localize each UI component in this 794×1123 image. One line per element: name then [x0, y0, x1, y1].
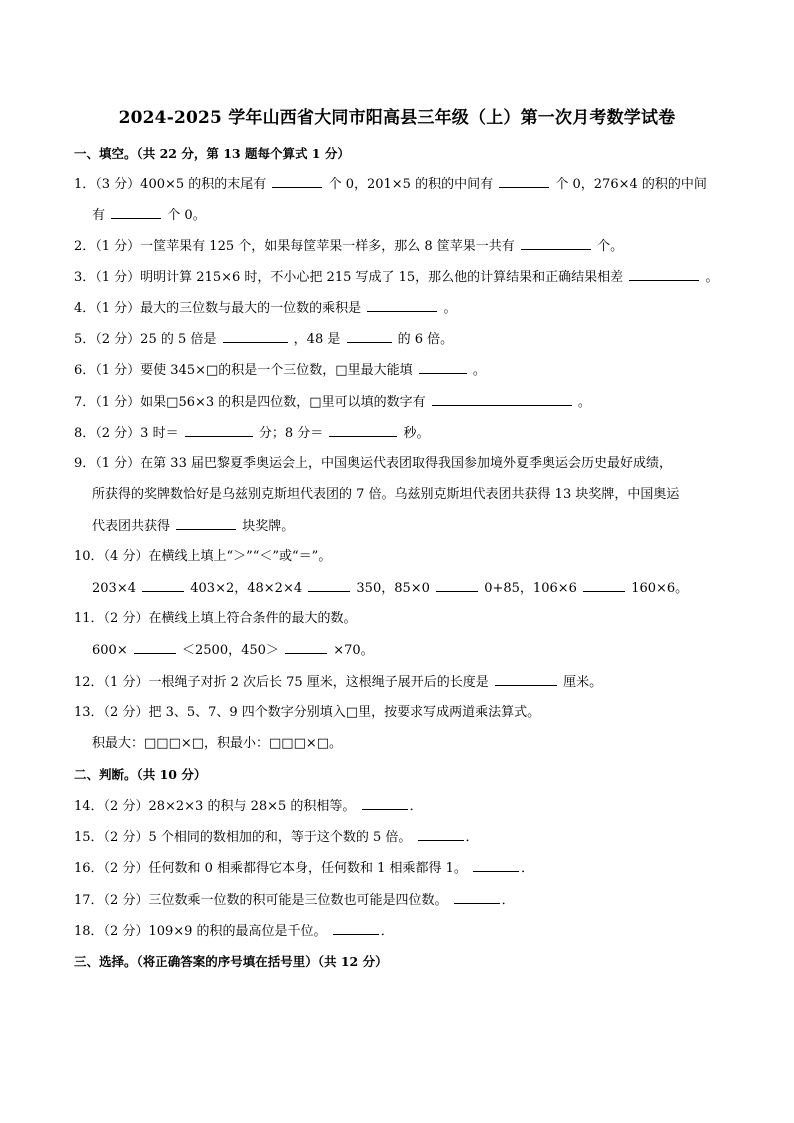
question-text: 个 0，201×5 的积的中间有 — [328, 177, 494, 192]
question-10 — [74, 548, 331, 566]
question-text: 14．（2 分）28×2×3 的积与 28×5 的积相等。 — [74, 799, 356, 814]
section-heading-judge: 二、判断。（共 10 分） — [74, 767, 207, 782]
question-1-line-1 — [74, 175, 707, 194]
question-text: 秒。 — [403, 426, 430, 441]
answer-blank[interactable] — [347, 330, 392, 343]
question-text: ． — [521, 861, 535, 876]
question-text: 3．（1 分）明明计算 215×6 时，不小心把 215 写成了 15，那么他的计算结果和正确结果相差 — [74, 270, 624, 285]
question-text: 厘米。 — [563, 675, 603, 690]
question-text: 12．（1 分）一根绳子对折 2 次后长 75 厘米，这根绳子展开后的长度是 — [74, 675, 489, 690]
question-text: 6．（1 分）要使 345×□的积是一个三位数，□里最大能填 — [74, 363, 413, 378]
question-text: ． — [465, 830, 479, 845]
question-text: ． — [409, 799, 423, 814]
answer-blank[interactable] — [176, 517, 236, 530]
answer-blank[interactable] — [419, 361, 467, 374]
question-text: 16．（2 分）任何数和 0 相乘都得它本身，任何数和 1 相乘都得 1。 — [74, 861, 467, 876]
question-text: 的 6 倍。 — [397, 332, 454, 347]
question-text: 。 — [443, 301, 457, 316]
answer-blank[interactable] — [333, 922, 379, 935]
question-9-line-1 — [74, 455, 672, 473]
question-text: 。 — [705, 270, 719, 285]
question-text: 13．（2 分）把 3、5、7、9 四个数字分别填入□里，按要求写成两道乘法算式。 — [74, 705, 541, 720]
question-text: 1．（3 分）400×5 的积的末尾有 — [74, 177, 267, 192]
question-11 — [74, 610, 356, 628]
question-text: 分；8 分＝ — [258, 426, 324, 441]
question-text: 10．（4 分）在横线上填上“＞”“＜”或“＝”。 — [74, 549, 332, 564]
question-11-items — [92, 641, 374, 660]
question-text: 个 0。 — [167, 208, 206, 223]
section-heading-fill-in: 一、填空。（共 22 分，第 13 题每个算式 1 分） — [74, 146, 350, 161]
question-text: 。 — [577, 395, 591, 410]
question-1-line-2 — [92, 206, 206, 225]
answer-blank[interactable] — [499, 175, 549, 188]
answer-blank[interactable] — [629, 268, 699, 281]
question-text: 个 0，276×4 的积的中间 — [555, 177, 707, 192]
question-4 — [74, 299, 456, 318]
answer-blank[interactable] — [473, 859, 519, 872]
section-heading-choice: 三、选择。（将正确答案的序号填在括号里）（共 12 分） — [74, 954, 388, 969]
answer-blank[interactable] — [454, 891, 500, 904]
answer-blank[interactable] — [134, 641, 176, 654]
question-text: ，48 是 — [293, 332, 341, 347]
question-13 — [74, 704, 540, 722]
answer-blank[interactable] — [362, 797, 408, 810]
answer-blank[interactable] — [223, 330, 288, 343]
question-text: 4．（1 分）最大的三位数与最大的一位数的乘积是 — [74, 301, 362, 316]
question-text: 600× — [92, 643, 128, 658]
question-6 — [74, 361, 486, 380]
question-text: 0+85，106×6 — [484, 581, 577, 596]
question-2 — [74, 237, 623, 256]
question-5 — [74, 330, 453, 349]
question-text: 代表团共获得 — [92, 519, 171, 534]
question-text: 17．（2 分）三位数乘一位数的积可能是三位数也可能是四位数。 — [74, 893, 448, 908]
question-9-line-2 — [92, 486, 679, 504]
question-18 — [74, 922, 394, 941]
answer-blank[interactable] — [495, 673, 557, 686]
question-text: 个。 — [597, 239, 624, 254]
question-text: 8．（2 分）3 时＝ — [74, 426, 179, 441]
answer-blank[interactable] — [436, 579, 478, 592]
question-3 — [74, 268, 718, 287]
question-text: 积最大：□□□×□，积最小：□□□×□。 — [92, 736, 343, 751]
answer-blank[interactable] — [272, 175, 322, 188]
answer-blank[interactable] — [418, 828, 464, 841]
question-text: 18．（2 分）109×9 的积的最高位是千位。 — [74, 924, 327, 939]
question-8 — [74, 424, 430, 443]
question-10-items — [92, 579, 688, 598]
answer-blank[interactable] — [583, 579, 625, 592]
question-text: 7．（1 分）如果□56×3 的积是四位数，□里可以填的数字有 — [74, 395, 426, 410]
question-text: 11．（2 分）在横线上填上符合条件的最大的数。 — [74, 611, 357, 626]
question-text: 5．（2 分）25 的 5 倍是 — [74, 332, 217, 347]
question-text: ． — [380, 924, 394, 939]
question-text: 15．（2 分）5 个相同的数相加的和，等于这个数的 5 倍。 — [74, 830, 412, 845]
answer-blank[interactable] — [111, 206, 161, 219]
answer-blank[interactable] — [432, 393, 572, 406]
question-text: 。 — [472, 363, 486, 378]
question-text: 所获得的奖牌数恰好是乌兹别克斯坦代表团的 7 倍。乌兹别克斯坦代表团共获得 13 块奖牌，中国奥运 — [92, 487, 680, 502]
answer-blank[interactable] — [521, 237, 591, 250]
question-text: 有 — [92, 208, 106, 223]
answer-blank[interactable] — [308, 579, 350, 592]
question-14 — [74, 797, 423, 816]
question-16 — [74, 859, 534, 878]
question-12 — [74, 673, 602, 692]
question-text: 块奖牌。 — [242, 519, 295, 534]
question-text: ． — [501, 893, 515, 908]
question-text: 403×2，48×2×4 — [190, 581, 303, 596]
question-text: 350，85×0 — [356, 581, 430, 596]
answer-blank[interactable] — [285, 641, 327, 654]
page-title: 2024-2025 学年山西省大同市阳高县三年级（上）第一次月考数学试卷 — [118, 108, 676, 128]
question-text: 160×6。 — [631, 581, 689, 596]
answer-blank[interactable] — [329, 424, 397, 437]
answer-blank[interactable] — [142, 579, 184, 592]
answer-blank[interactable] — [185, 424, 253, 437]
question-17 — [74, 891, 515, 910]
question-9-line-3 — [92, 517, 294, 536]
question-7 — [74, 393, 591, 412]
question-text: 203×4 — [92, 581, 136, 596]
question-text: ＜2500，450＞ — [182, 643, 279, 658]
question-15 — [74, 828, 479, 847]
answer-blank[interactable] — [367, 299, 437, 312]
question-text: ×70。 — [333, 643, 374, 658]
question-13-items — [92, 735, 342, 753]
question-text: 9．（1 分）在第 33 届巴黎夏季奥运会上，中国奥运代表团取得我国参加境外夏季奥运会历史最好成绩， — [74, 456, 672, 471]
question-text: 2．（1 分）一筐苹果有 125 个，如果每筐苹果一样多，那么 8 筐苹果一共有 — [74, 239, 515, 254]
